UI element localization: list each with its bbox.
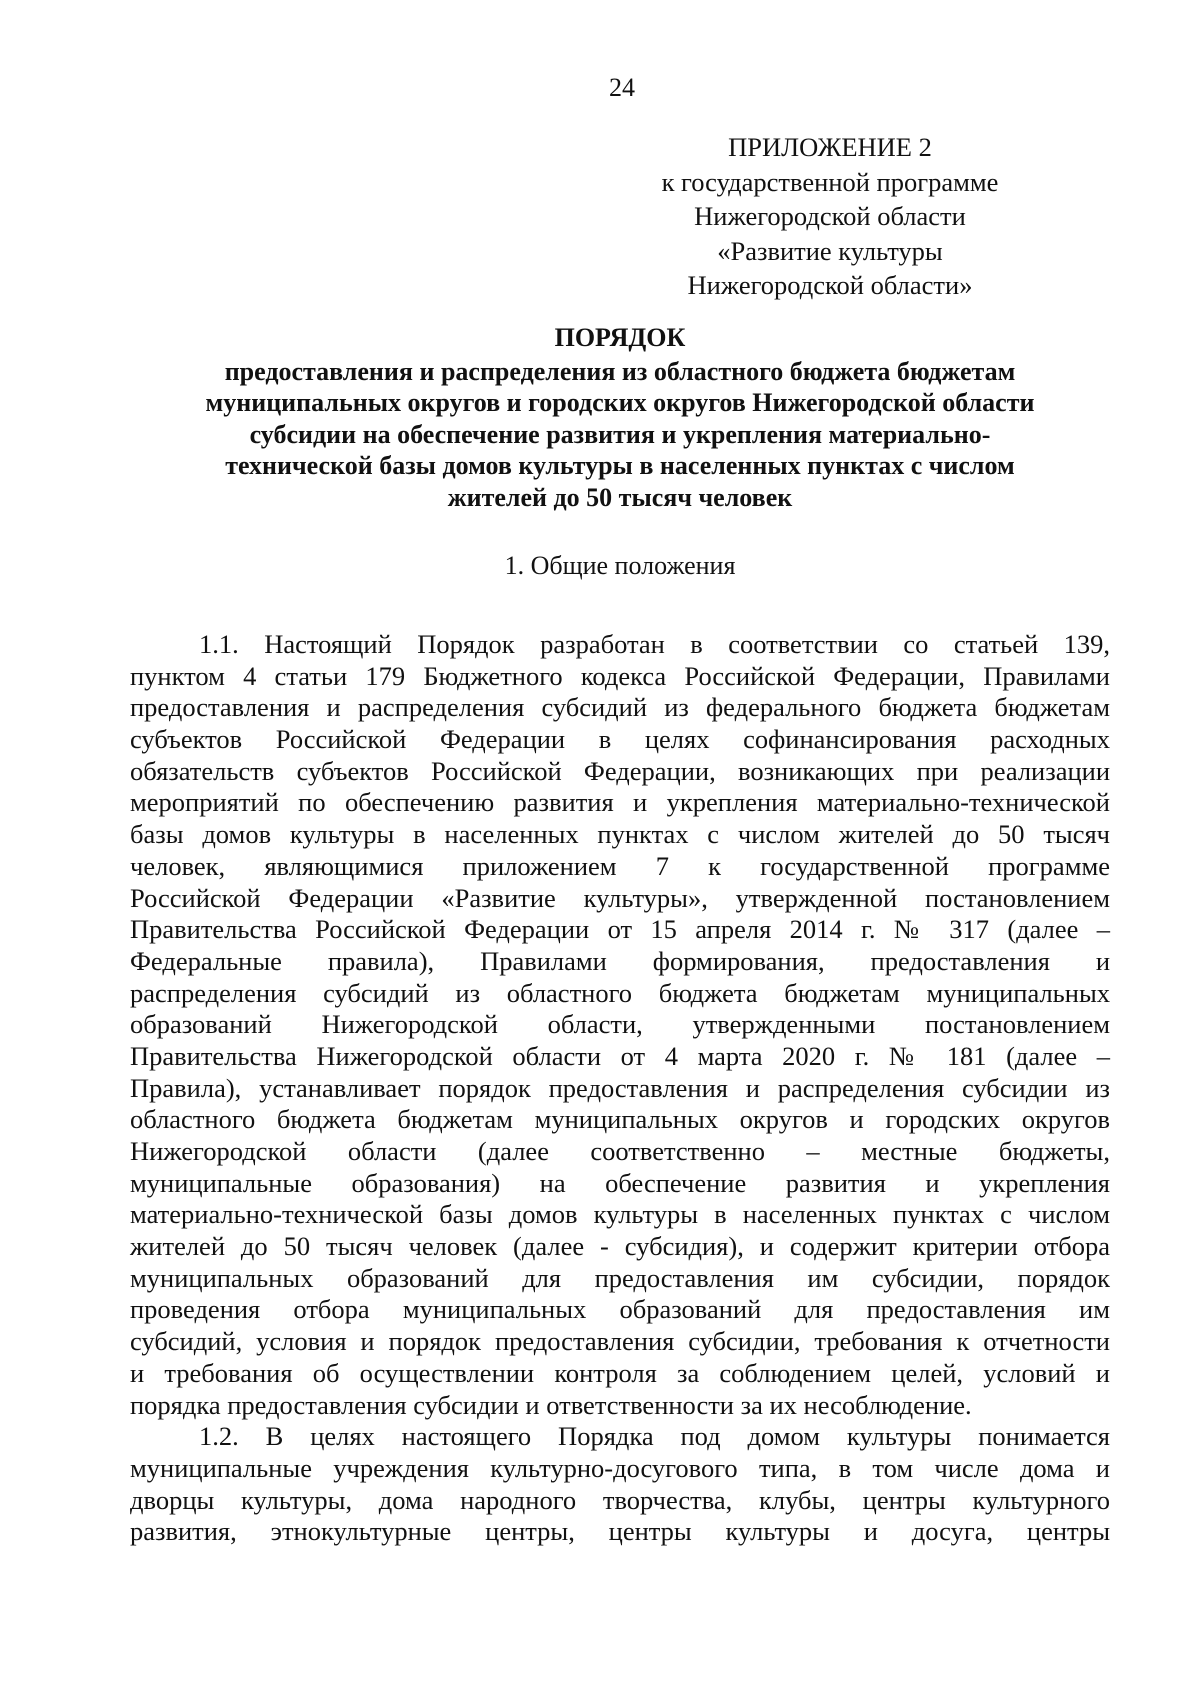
text-line: Правительства Российской Федерации от 15 апреля 2014 г. № 317 (далее – [130, 914, 1110, 945]
body-text [130, 629, 1110, 1548]
title-line: предоставления и распределения из областного бюджета бюджетам [224, 356, 1016, 386]
text-line: муниципальных образований для предоставления им субсидии, порядок [130, 1262, 1110, 1293]
text-line: предоставления и распределения субсидий из федерального бюджета бюджетам [130, 692, 1110, 723]
text-line: распределения субсидий из областного бюджета бюджетам муниципальных [130, 977, 1110, 1008]
text-line: образований Нижегородской области, утвержденными постановлением [130, 1009, 1110, 1040]
text-line: мероприятий по обеспечению развития и укрепления материально-технической [130, 787, 1110, 818]
text-line: материально-технической базы домов культуры в населенных пунктах с числом [130, 1199, 1110, 1230]
title-line: муниципальных округов и городских округов Нижегородской области [205, 388, 1035, 417]
appendix-line: «Развитие культуры [717, 235, 943, 266]
text-line: проведения отбора муниципальных образований для предоставления им [130, 1294, 1110, 1325]
text-line: дворцы культуры, дома народного творчества, клубы, центры культурного [130, 1484, 1110, 1515]
text-line: областного бюджета бюджетам муниципальных округов и городских округов [130, 1104, 1110, 1135]
section-heading: 1. Общие положения [504, 551, 736, 580]
appendix-line: к государственной программе [661, 166, 999, 197]
text-line: субсидий, условия и порядок предоставления субсидии, требования к отчетности [130, 1326, 1110, 1357]
text-line: жителей до 50 тысяч человек (далее - субсидия), и содержит критерии отбора [130, 1231, 1110, 1262]
paragraph [130, 1421, 1110, 1548]
text-line: муниципальные образования) на обеспечение развития и укрепления [130, 1167, 1110, 1198]
text-line: Российской Федерации «Развитие культуры», утвержденной постановлением [130, 882, 1110, 913]
appendix-header [620, 130, 1040, 303]
text-line: и требования об осуществлении контроля за соблюдением целей, условий и [130, 1357, 1110, 1388]
page-number: 24 [609, 73, 635, 102]
text-line: человек, являющимися приложением 7 к государственной программе [130, 850, 1110, 881]
text-line: Нижегородской области (далее соответственно – местные бюджеты, [130, 1136, 1110, 1166]
document-title [130, 322, 1110, 513]
title-line: субсидии на обеспечение развития и укрепления материально- [249, 419, 991, 449]
text-line: Правила), устанавливает порядок предоставления и распределения субсидии из [130, 1072, 1110, 1103]
appendix-line: ПРИЛОЖЕНИЕ 2 [728, 132, 932, 162]
text-line: пунктом 4 статьи 179 Бюджетного кодекса Российской Федерации, Правилами [130, 660, 1110, 691]
text-line: базы домов культуры в населенных пунктах с числом жителей до 50 тысяч [130, 819, 1110, 850]
text-line: Правительства Нижегородской области от 4 марта 2020 г. № 181 (далее – [130, 1040, 1110, 1071]
paragraph [130, 629, 1110, 1421]
text-line: 1.2. В целях настоящего Порядка под домом культуры понимается [199, 1421, 1110, 1452]
text-line: порядка предоставления субсидии и ответственности за их несоблюдение. [130, 1389, 972, 1420]
text-line: муниципальные учреждения культурно-досугового типа, в том числе дома и [130, 1452, 1110, 1483]
appendix-line: Нижегородской области [694, 201, 966, 231]
text-line: развития, этнокультурные центры, центры культуры и досуга, центры [130, 1516, 1110, 1547]
text-line: субъектов Российской Федерации в целях софинансирования расходных [130, 724, 1110, 755]
title-line: жителей до 50 тысяч человек [447, 482, 793, 512]
title-line: технической базы домов культуры в населенных пунктах с числом [225, 451, 1015, 480]
appendix-line: Нижегородской области» [687, 270, 973, 300]
text-line: Федеральные правила), Правилами формирования, предоставления и [130, 945, 1110, 976]
text-line: 1.1. Настоящий Порядок разработан в соответствии со статьей 139, [199, 629, 1110, 659]
title-main: ПОРЯДОК [554, 323, 686, 352]
text-line: обязательств субъектов Российской Федерации, возникающих при реализации [130, 755, 1110, 786]
